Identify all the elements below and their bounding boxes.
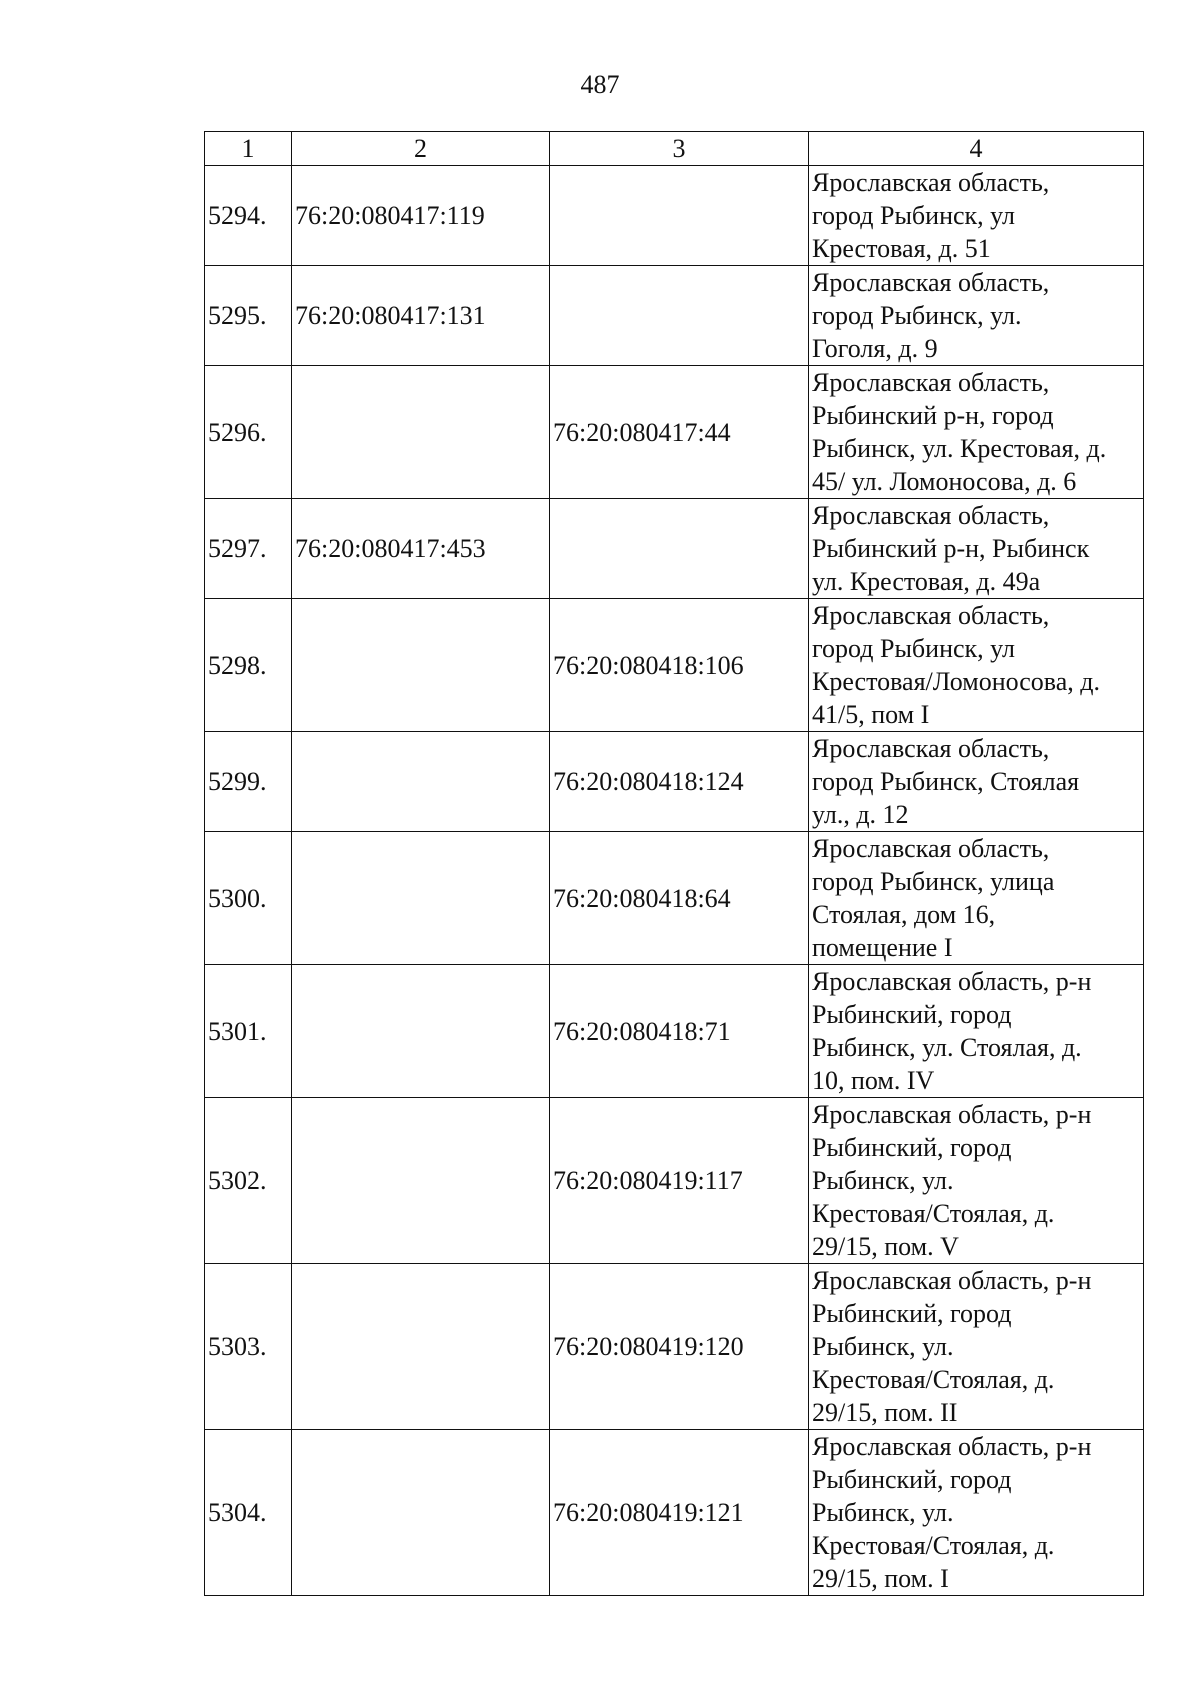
cadastral-number-cell (292, 1430, 550, 1596)
row-number-cell (205, 732, 292, 832)
row-number-cell (205, 499, 292, 599)
cadastral-number-cell-text: 76:20:080418:64 (553, 883, 731, 913)
address-cell-text: Ярославская область, р-н Рыбинский, город Рыбинск, ул. Крестовая/Стоялая, д. 29/15, пом. II (812, 1266, 1092, 1427)
cadastral-number-cell-text: 76:20:080419:117 (553, 1166, 743, 1195)
cadastral-number-cell (550, 266, 809, 366)
cadastral-number-cell (550, 1098, 809, 1264)
cadastral-number-cell (292, 1264, 550, 1430)
row-number-cell (205, 366, 292, 499)
cadastral-number-cell-text: 76:20:080418:106 (553, 650, 744, 680)
cadastral-number-cell-text: 76:20:080417:131 (295, 301, 486, 330)
row-number-cell (205, 599, 292, 732)
address-cell-text: Ярославская область, город Рыбинск, улица Стоялая, дом 16, помещение I (812, 834, 1055, 962)
table-row (205, 1430, 1144, 1596)
column-header-2: 2 (292, 132, 550, 166)
address-cell (809, 499, 1144, 599)
row-number-cell-text: 5301. (208, 1016, 267, 1046)
address-cell-text: Ярославская область, р-н Рыбинский, город Рыбинск, ул. Крестовая/Стоялая, д. 29/15, пом. V (812, 1100, 1092, 1261)
table-row (205, 366, 1144, 499)
row-number-cell (205, 965, 292, 1098)
row-number-cell-text: 5294. (208, 201, 267, 230)
cadastral-number-cell (292, 1098, 550, 1264)
cadastral-number-cell (550, 599, 809, 732)
cadastral-number-cell (292, 732, 550, 832)
cadastral-number-cell (292, 832, 550, 965)
address-cell (809, 599, 1144, 732)
table-row (205, 599, 1144, 732)
cadastral-number-cell (292, 366, 550, 499)
address-cell (809, 266, 1144, 366)
row-number-cell-text: 5296. (208, 417, 267, 447)
table-row (205, 499, 1144, 599)
row-number-cell-text: 5295. (208, 301, 267, 330)
row-number-cell-text: 5298. (208, 650, 267, 680)
address-cell-text: Ярославская область, р-н Рыбинский, город Рыбинск, ул. Крестовая/Стоялая, д. 29/15, пом. I (812, 1432, 1092, 1593)
cadastral-number-cell (550, 732, 809, 832)
address-cell (809, 166, 1144, 266)
table-row (205, 965, 1144, 1098)
cadastral-number-cell-text: 76:20:080419:121 (553, 1498, 744, 1527)
row-number-cell (205, 166, 292, 266)
address-cell-text: Ярославская область, р-н Рыбинский, город Рыбинск, ул. Стоялая, д. 10, пом. IV (812, 967, 1092, 1095)
row-number-cell-text: 5297. (208, 534, 267, 563)
table-row (205, 166, 1144, 266)
address-cell (809, 1098, 1144, 1264)
cadastral-number-cell (292, 599, 550, 732)
column-header-1: 1 (205, 132, 292, 166)
address-cell (809, 732, 1144, 832)
cadastral-number-cell-text: 76:20:080418:124 (553, 767, 744, 796)
table-row (205, 1098, 1144, 1264)
table-row (205, 732, 1144, 832)
row-number-cell-text: 5302. (208, 1166, 267, 1195)
row-number-cell-text: 5299. (208, 767, 267, 796)
table-row (205, 1264, 1144, 1430)
cadastral-number-cell (550, 166, 809, 266)
cadastral-number-cell (292, 965, 550, 1098)
row-number-cell-text: 5300. (208, 883, 267, 913)
cadastral-number-cell (550, 1264, 809, 1430)
column-header-3: 3 (550, 132, 809, 166)
cadastral-number-cell-text: 76:20:080419:120 (553, 1332, 744, 1361)
cadastral-number-cell (550, 965, 809, 1098)
address-cell (809, 1264, 1144, 1430)
column-header-4: 4 (809, 132, 1144, 166)
cadastral-number-cell-text: 76:20:080417:119 (295, 201, 485, 230)
table-row (205, 832, 1144, 965)
page-number: 487 (580, 70, 620, 99)
row-number-cell-text: 5303. (208, 1332, 267, 1361)
registry-table (204, 131, 1144, 1596)
address-cell-text: Ярославская область, Рыбинский р-н, Рыбинск ул. Крестовая, д. 49а (812, 501, 1090, 596)
address-cell (809, 366, 1144, 499)
cadastral-number-cell-text: 76:20:080417:44 (553, 417, 731, 447)
cadastral-number-cell (292, 166, 550, 266)
address-cell-text: Ярославская область, город Рыбинск, ул Крестовая/Ломоносова, д. 41/5, пом I (812, 601, 1100, 729)
row-number-cell (205, 832, 292, 965)
row-number-cell (205, 266, 292, 366)
address-cell (809, 832, 1144, 965)
cadastral-number-cell-text: 76:20:080418:71 (553, 1016, 731, 1046)
cadastral-number-cell (550, 1430, 809, 1596)
address-cell-text: Ярославская область, Рыбинский р-н, город Рыбинск, ул. Крестовая, д. 45/ ул. Ломоносова, д. 6 (812, 368, 1107, 496)
table-header-row (205, 132, 1144, 166)
address-cell (809, 1430, 1144, 1596)
address-cell-text: Ярославская область, город Рыбинск, ул Крестовая, д. 51 (812, 168, 1050, 263)
cadastral-number-cell (550, 832, 809, 965)
row-number-cell-text: 5304. (208, 1498, 267, 1527)
cadastral-number-cell (292, 499, 550, 599)
cadastral-number-cell (550, 499, 809, 599)
table-body (205, 166, 1144, 1596)
cadastral-number-cell (550, 366, 809, 499)
address-cell-text: Ярославская область, город Рыбинск, ул. Гоголя, д. 9 (812, 268, 1050, 363)
row-number-cell (205, 1430, 292, 1596)
row-number-cell (205, 1264, 292, 1430)
address-cell (809, 965, 1144, 1098)
cadastral-number-cell (292, 266, 550, 366)
cadastral-number-cell-text: 76:20:080417:453 (295, 534, 486, 563)
address-cell-text: Ярославская область, город Рыбинск, Стоялая ул., д. 12 (812, 734, 1080, 829)
table-row (205, 266, 1144, 366)
row-number-cell (205, 1098, 292, 1264)
